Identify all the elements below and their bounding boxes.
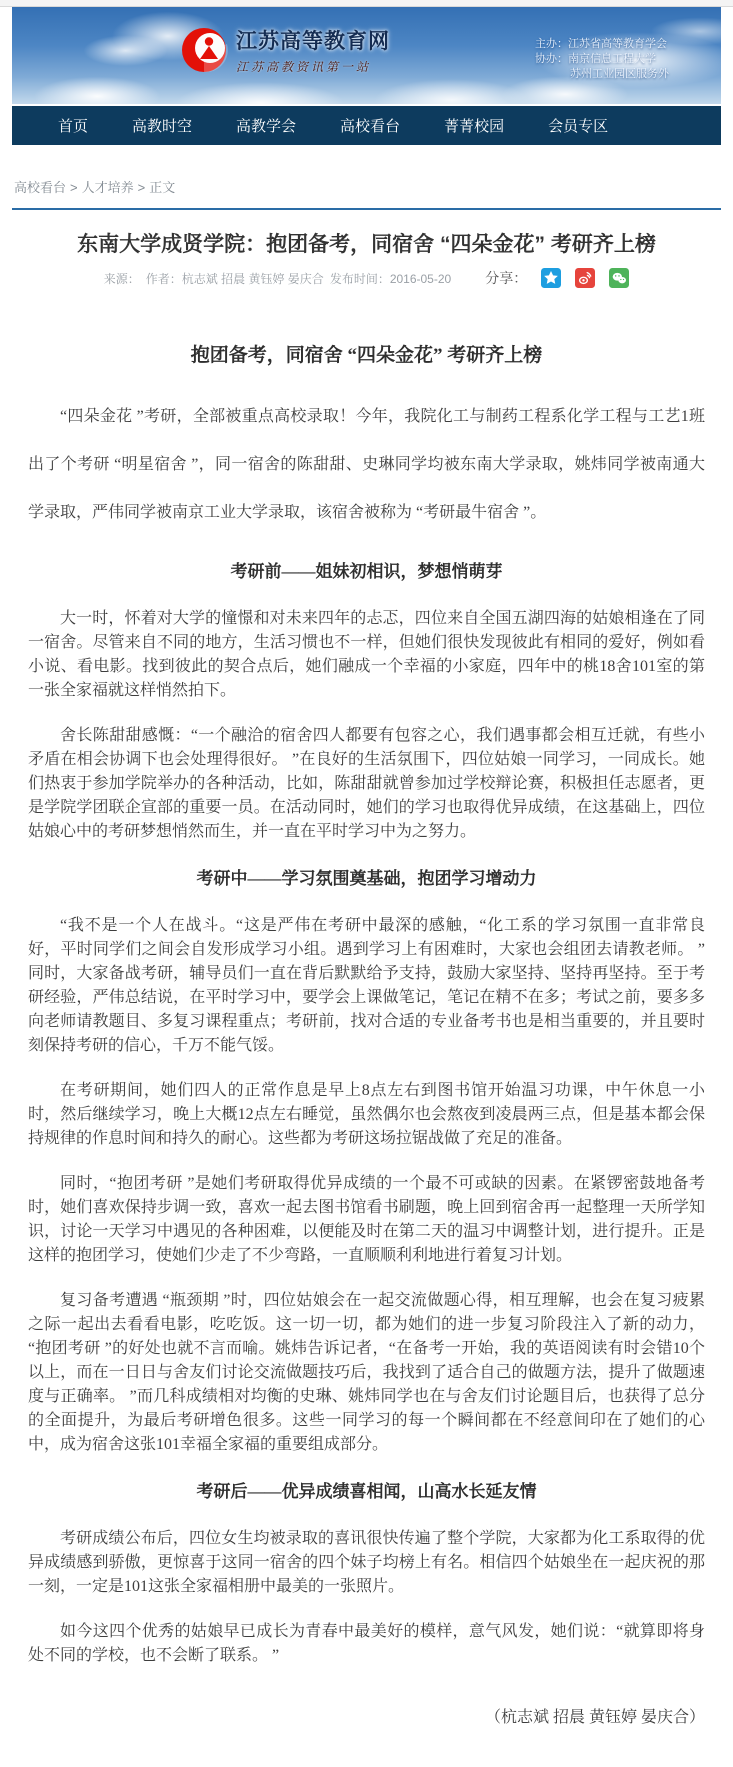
article-paragraph: 在考研期间，她们四人的正常作息是早上8点左右到图书馆开始温习功课，中午休息一小时，然后继续学习，晚上大概12点左右睡觉，虽然偶尔也会熬夜到凌晨两三点，但是基本都会保持规律的作息时间和持久的耐心。这些都为考研这场拉锯战做了充足的准备。 — [28, 1082, 705, 1147]
article-inner-title: 抱团备考，同宿舍 “四朵金花” 考研齐上榜 — [190, 345, 543, 366]
article-paragraph: 复习备考遭遇 “瓶颈期 ”时，四位姑娘会在一起交流做题心得，相互理解，也会在复习疲累之际一起出去看看电影，吃吃饭。这一切一切，都为她们的进一步复习阶段注入了新的动力，“抱团考研 ”的好处也就不言而喻。姚炜告诉记者，“在备考一开始，我的英语阅读有时会错10个以上，而在一日日与舍友们讨论交流做题技巧后，我找到了适合自己的做题方法，提升了做题速度与正确率。 ”而几科成绩相对均衡的史琳、姚炜同学也在与舍友们讨论题目后，也获得了总分的全面提升，为最后考研增色很多。这些一同学习的每一个瞬间都在不经意间印在了她们的心中，成为宿舍这张101幸福全家福的重要组成部分。 — [28, 1292, 705, 1453]
share-label: 分享： — [485, 270, 528, 286]
breadcrumb-link-rencai-peiyang[interactable]: 人才培养 — [81, 180, 134, 195]
site-logo[interactable] — [180, 25, 390, 75]
main-nav — [12, 106, 721, 145]
breadcrumb — [12, 145, 721, 210]
top-strip — [0, 0, 733, 7]
meta-author: 作者：杭志斌 招晨 黄钰婷 晏庆合 — [145, 271, 324, 286]
wechat-share-icon[interactable] — [609, 268, 629, 288]
article-body — [12, 340, 721, 1767]
site-logo-texts — [236, 25, 390, 75]
qzone-share-icon[interactable] — [541, 268, 561, 288]
breadcrumb-current: 正文 — [149, 180, 176, 195]
site-tagline: 江苏高教资讯第一站 — [236, 60, 372, 74]
article-paragraph: 大一时，怀着对大学的憧憬和对未来四年的忐忑，四位来自全国五湖四海的姑娘相逢在了同一宿舍。尽管来自不同的地方，生活习惯也不一样，但她们很快发现彼此有相同的爱好，例如看小说、看电影。找到彼此的契合点后，她们融成一个幸福的小家庭，四年中的桃18舍101室的第一张全家福就这样悄然拍下。 — [28, 610, 705, 699]
breadcrumb-separator: > — [137, 180, 146, 195]
article-paragraph: “我不是一个人在战斗。“这是严伟在考研中最深的感触，“化工系的学习氛围一直非常良好，平时同学们之间会自发形成学习小组。遇到学习上有困难时，大家也会组团去请教老师。 ”同时，大家备战考研，辅导员们一直在背后默默给予支持，鼓励大家坚持、坚持再坚持。至于考研经验，严伟总结说，在平时学习中，要学会上课做笔记，笔记在精不在多；考试之前，要多多向老师请教题目、多复习课程重点；考研前，找对合适的专业备考书也是相当重要的，并且要时刻保持考研的信心，千万不能气馁。 — [28, 917, 705, 1054]
section-heading-before-exam: 考研前——姐妹初相识，梦想悄萌芽 — [230, 562, 503, 581]
article-paragraph: “四朵金花 ”考研，全部被重点高校录取！今年，我院化工与制药工程系化学工程与工艺1班出了个考研 “明星宿舍 ”，同一宿舍的陈甜甜、史琳同学均被东南大学录取，姚炜同学被南通大学录取，严伟同学被南京工业大学录取，该宿舍被称为 “考研最牛宿舍 ”。 — [28, 408, 705, 521]
meta-publish-time: 发布时间：2016-05-20 — [329, 271, 452, 286]
nav-item-gaoxiao-kantai[interactable]: 高校看台 — [340, 118, 401, 135]
host-line: 协办：南京信息工程大学 — [535, 53, 656, 65]
site-logo-icon — [180, 26, 228, 74]
breadcrumb-separator: > — [70, 180, 78, 195]
nav-item-jingjing-xiaoyuan[interactable]: 菁菁校园 — [444, 118, 505, 135]
host-line: 苏州工业园区服务外 — [570, 68, 669, 80]
article-paragraph: 如今这四个优秀的姑娘早已成长为青春中最美好的模样，意气风发，她们说：“就算即将身处不同的学校，也不会断了联系。 ” — [28, 1623, 705, 1664]
nav-item-gaojiao-shikong[interactable]: 高教时空 — [132, 118, 193, 135]
weibo-share-icon[interactable] — [575, 268, 595, 288]
article-meta — [12, 268, 721, 288]
article-paragraph: 同时，“抱团考研 ”是她们考研取得优异成绩的一个最不可或缺的因素。在紧锣密鼓地备考时，她们喜欢保持步调一致，喜欢一起去图书馆看书刷题，晚上回到宿舍再一起整理一天所学知识，讨论一天学习中遇见的各种困难，以便能及时在第二天的温习中调整计划，进行提升。正是这样的抱团学习，使她们少走了不少弯路，一直顺顺利利地进行着复习计划。 — [28, 1175, 705, 1264]
article-paragraph: 舍长陈甜甜感慨：“一个融洽的宿舍四人都要有包容之心，我们遇事都会相互迁就，有些小矛盾在相会协调下也会处理得很好。 ”在良好的生活氛围下，四位姑娘一同学习，一同成长。她们热衷于参加学院举办的各种活动，比如，陈甜甜就曾参加过学校辩论赛，积极担任志愿者，更是学院学团联企宣部的重要一员。在活动同时，她们的学习也取得优异成绩，在这基础上，四位姑娘心中的考研梦想悄然而生，并一直在平时学习中为之努力。 — [28, 727, 705, 840]
nav-item-gaojiao-xuehui[interactable]: 高教学会 — [236, 118, 297, 135]
site-banner — [12, 7, 721, 104]
page-title: 东南大学成贤学院：抱团备考，同宿舍 “四朵金花” 考研齐上榜 — [77, 233, 656, 256]
breadcrumb-link-gaoxiao-kantai[interactable]: 高校看台 — [14, 180, 67, 195]
article-paragraph: 考研成绩公布后，四位女生均被录取的喜讯很快传遍了整个学院，大家都为化工系取得的优异成绩感到骄傲，更惊喜于这同一宿舍的四个妹子均榜上有名。相信四个姑娘坐在一起庆祝的那一刻，一定是101这张全家福相册中最美的一张照片。 — [28, 1530, 705, 1595]
host-info — [535, 37, 721, 82]
nav-item-home[interactable]: 首页 — [58, 118, 89, 135]
meta-source: 来源： — [103, 271, 140, 286]
host-line: 主办：江苏省高等教育学会 — [535, 38, 667, 50]
article-byline: （杭志斌 招晨 黄钰婷 晏庆合） — [484, 1709, 705, 1726]
site-title: 江苏高等教育网 — [236, 30, 390, 53]
section-heading-during-exam: 考研中——学习氛围奠基础，抱团学习增动力 — [196, 869, 537, 888]
page-container — [12, 7, 721, 1767]
section-heading-after-exam: 考研后——优异成绩喜相闻，山高水长延友情 — [196, 1482, 537, 1501]
nav-item-member-zone[interactable]: 会员专区 — [548, 118, 609, 135]
